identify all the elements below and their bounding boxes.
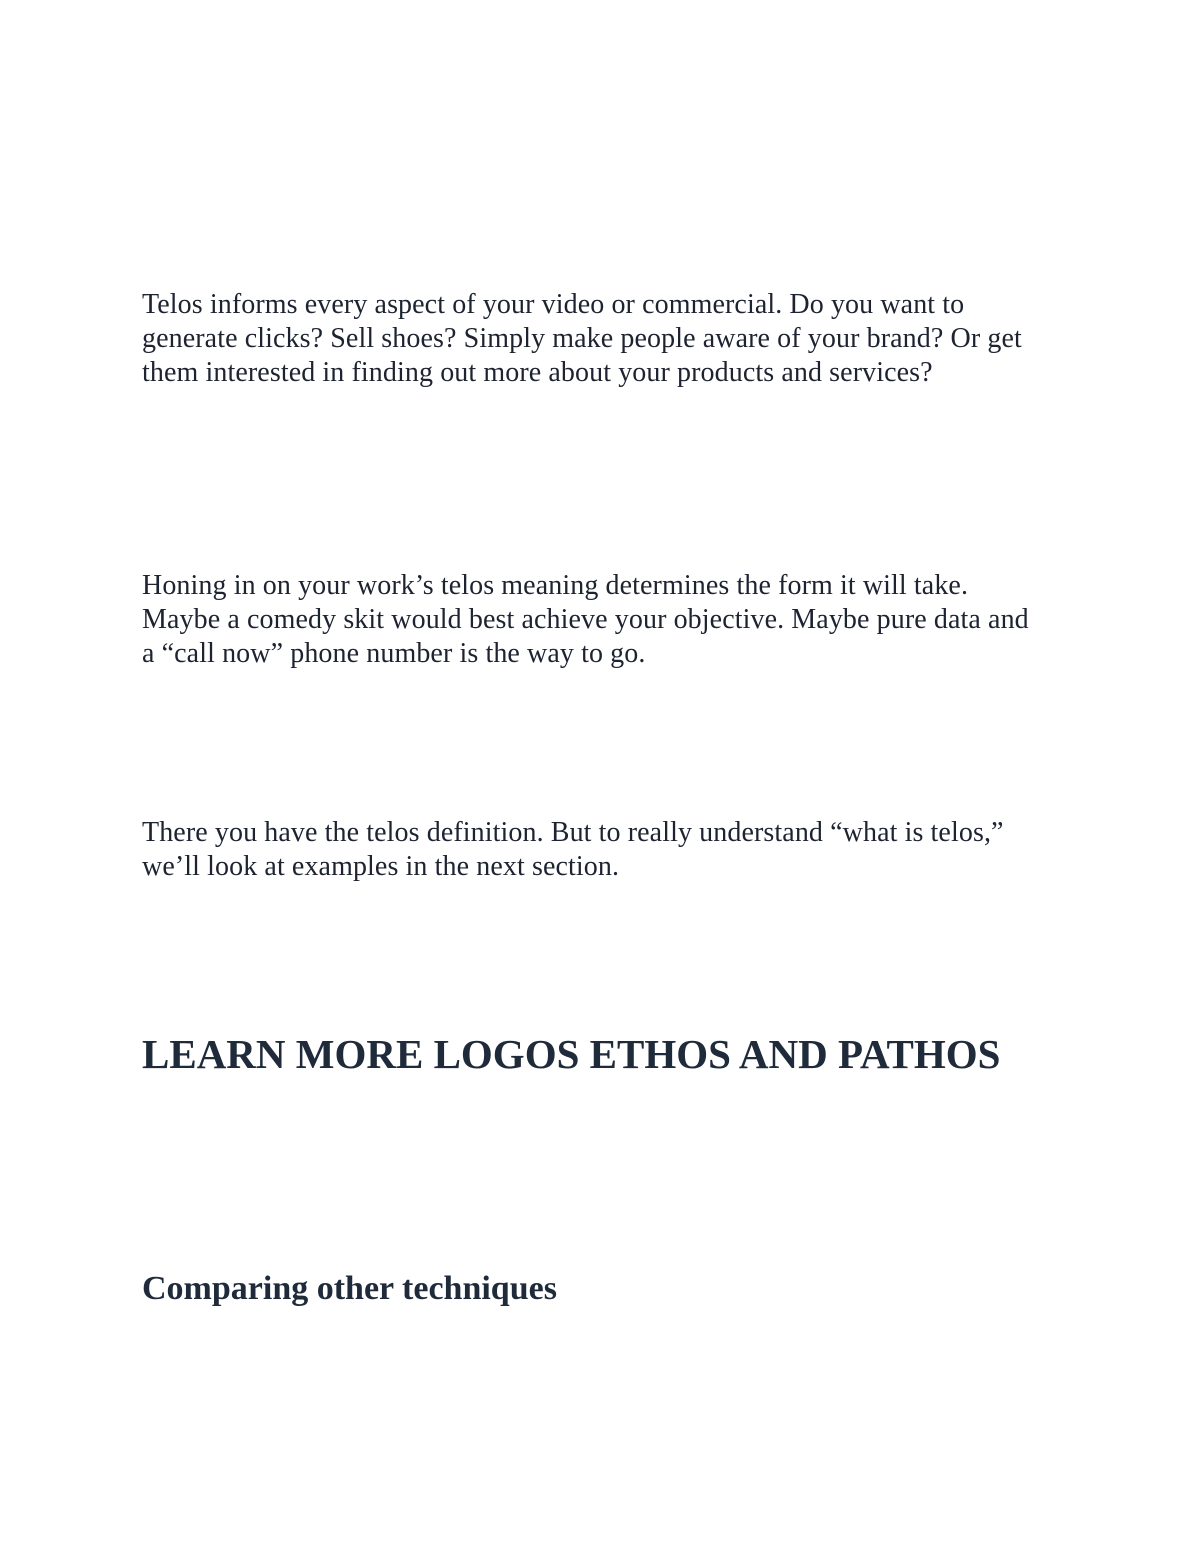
paragraph-telos-informs: Telos informs every aspect of your video or commercial. Do you want to generate clicks? Sell shoes? Simply make people aware of your brand? Or get them interested in finding out more about your products and services? <box>142 289 1022 388</box>
paragraph-honing-in: Honing in on your work’s telos meaning determines the form it will take. Maybe a comedy skit would best achieve your objective. Maybe pure data and a “call now” phone number is the way to go. <box>142 570 1029 669</box>
paragraph-telos-definition: There you have the telos definition. But to really understand “what is telos,” we’ll look at examples in the next section. <box>142 817 1004 882</box>
section-heading-learn-more: LEARN MORE LOGOS ETHOS AND PATHOS <box>142 1031 1001 1077</box>
subheading-comparing-techniques: Comparing other techniques <box>142 1270 557 1307</box>
